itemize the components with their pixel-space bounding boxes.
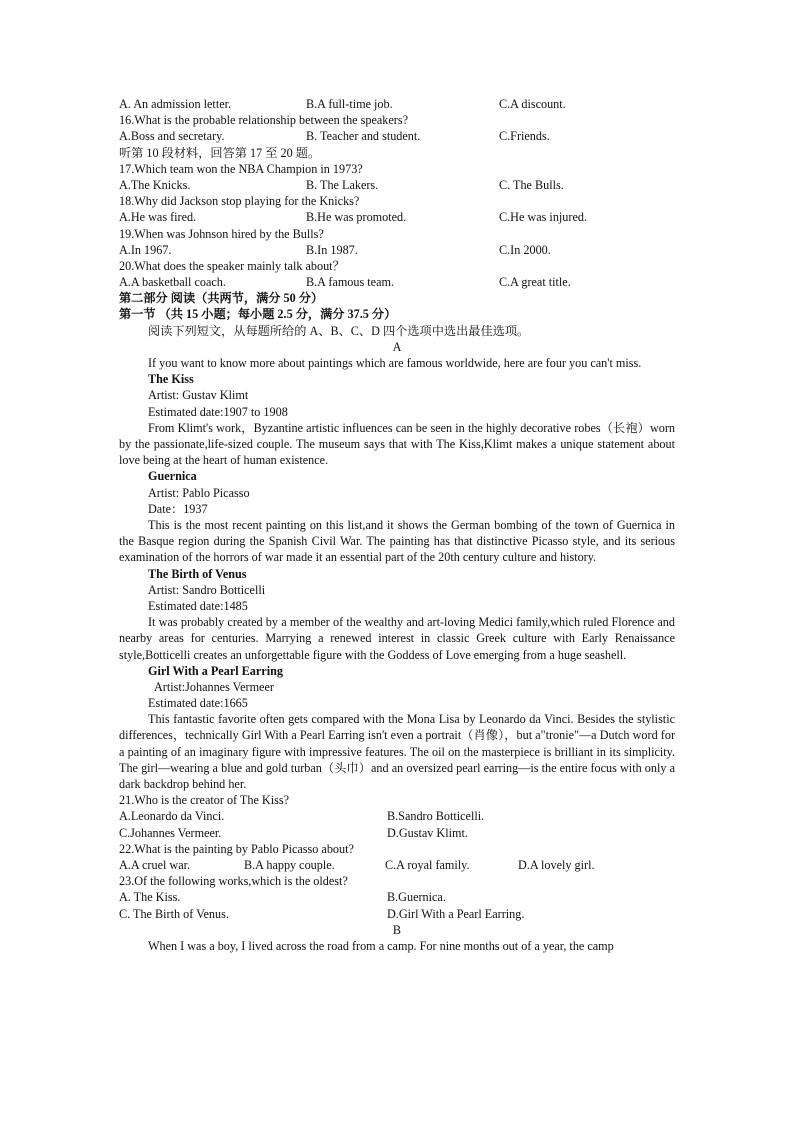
pearl-body: This fantastic favorite often gets compared with the Mona Lisa by Leonardo da Vinci. Besides the stylistic differences，technically Girl With a Pearl Earring isn't even a portrait（肖像），but a"tronie"—a Dutch word for a painting of an imaginary figure with impressive features. The oil on the masterpiece is brilliant in its simplicity. The girl—wearing a blue and gold turban（头巾）and an oversized pearl earring—is the entire focus with only a dark backdrop behind her.: [119, 712, 675, 792]
q20-question: 20.What does the speaker mainly talk about？: [119, 258, 345, 273]
q15-option-b: B.A full-time job.: [306, 97, 393, 111]
q15-option-c: C.A discount.: [499, 97, 566, 111]
q21-question: 21.Who is the creator of The Kiss?: [119, 793, 290, 808]
q21-option-a: A.Leonardo da Vinci.: [119, 809, 225, 824]
q20-options: [119, 274, 675, 290]
guernica-body: This is the most recent painting on this list,and it shows the German bombing of the town of Guernica in the Basque region during the Spanish Civil War. The painting has that distinctive Picasso style, and its serious examination of the horrors of war made it an essential part of the 20th century culture and history.: [119, 517, 675, 565]
q17-question: 17.Which team won the NBA Champion in 1973?: [119, 161, 363, 176]
q22-question: 22.What is the painting by Pablo Picasso about?: [119, 841, 354, 856]
q18-option-c: C.He was injured.: [499, 210, 588, 225]
q23-question: 23.Of the following works,which is the oldest?: [119, 874, 348, 889]
q21-option-b: B.Sandro Botticelli.: [387, 809, 485, 824]
q15-option-a: A. An admission letter.: [119, 97, 232, 111]
pearl-artist: Artist:Johannes Vermeer: [154, 679, 274, 694]
guernica-artist: Artist: Pablo Picasso: [148, 485, 250, 500]
q20-option-b: B.A famous team.: [306, 275, 395, 290]
q20-option-a: A.A basketball coach.: [119, 275, 226, 290]
guernica-date: Date：1937: [148, 501, 208, 516]
q17-options: [119, 177, 675, 193]
q22-option-d: D.A lovely girl.: [518, 858, 595, 873]
venus-title: The Birth of Venus: [148, 566, 247, 581]
pearl-title: Girl With a Pearl Earring: [148, 663, 283, 678]
kiss-date: Estimated date:1907 to 1908: [148, 404, 288, 419]
q18-options: [119, 209, 675, 225]
reading-instruction: 阅读下列短文，从每题所给的 A、B、C、D 四个选项中选出最佳选项。: [148, 323, 530, 338]
page-content: [119, 96, 675, 954]
q16-option-c: C.Friends.: [499, 129, 550, 144]
q16-options: [119, 128, 675, 144]
q23-option-a: A. The Kiss.: [119, 890, 181, 905]
q22-option-c: C.A royal family.: [385, 858, 470, 873]
q17-option-b: B. The Lakers.: [306, 177, 379, 192]
q19-question: 19.When was Johnson hired by the Bulls?: [119, 226, 324, 241]
venus-body: It was probably created by a member of the wealthy and art-loving Medici family,which ruled Florence and nearby areas for centuries. Marrying a renewed interest in classic Greek culture with Early Renaissance style,Botticelli creates an unforgettable figure with the Goddess of Love emerging from a huge seashell.: [119, 615, 675, 662]
kiss-title: The Kiss: [148, 372, 194, 387]
q22-option-a: A.A cruel war.: [119, 858, 191, 873]
q15-options: [119, 96, 675, 112]
passage-a-label: A: [392, 339, 402, 354]
q19-option-c: C.In 2000.: [499, 242, 551, 257]
q18-question: 18.Why did Jackson stop playing for the Knicks?: [119, 194, 360, 209]
passage-b-start: When I was a boy, I lived across the road from a camp. For nine months out of a year, the camp: [148, 938, 614, 953]
q19-options: [119, 242, 675, 258]
kiss-body: From Klimt's work，Byzantine artistic influences can be seen in the highly decorative robes（长袍）worn by the passionate,life-sized couple. The museum says that with The Kiss,Klimt makes a unique statement about love being at the heart of human existence.: [119, 420, 675, 468]
q23-options-row2: [119, 906, 675, 922]
q21-option-c: C.Johannes Vermeer.: [119, 825, 222, 840]
q21-options-row1: [119, 808, 675, 824]
q22-options: [119, 857, 675, 873]
listening-instruction-10: 听第 10 段材料，回答第 17 至 20 题。: [119, 145, 321, 160]
passage-b-label: B: [392, 922, 402, 937]
q22-option-b: B.A happy couple.: [244, 858, 335, 873]
passage-a-intro: If you want to know more about paintings which are famous worldwide, here are four you can't miss.: [148, 356, 642, 370]
guernica-title: Guernica: [148, 469, 197, 484]
q16-question: 16.What is the probable relationship between the speakers?: [119, 113, 409, 128]
q23-option-c: C. The Birth of Venus.: [119, 906, 229, 921]
q21-options-row2: [119, 825, 675, 841]
reading-section-title: 第一节 （共 15 小题；每小题 2.5 分，满分 37.5 分）: [119, 307, 397, 322]
q17-option-a: A.The Knicks.: [119, 177, 191, 192]
q16-option-a: A.Boss and secretary.: [119, 129, 225, 144]
q19-option-b: B.In 1987.: [306, 242, 358, 257]
q23-option-d: D.Girl With a Pearl Earring.: [387, 906, 525, 921]
q18-option-a: A.He was fired.: [119, 210, 197, 225]
venus-artist: Artist: Sandro Botticelli: [148, 582, 266, 597]
q17-option-c: C. The Bulls.: [499, 177, 564, 192]
q20-option-c: C.A great title.: [499, 275, 571, 290]
q23-options-row1: [119, 889, 675, 905]
q23-option-b: B.Guernica.: [387, 890, 446, 905]
q16-option-b: B. Teacher and student.: [306, 129, 421, 144]
venus-date: Estimated date:1485: [148, 598, 248, 613]
kiss-artist: Artist: Gustav Klimt: [148, 388, 249, 403]
q21-option-d: D.Gustav Klimt.: [387, 825, 468, 840]
q19-option-a: A.In 1967.: [119, 242, 172, 257]
q18-option-b: B.He was promoted.: [306, 210, 407, 225]
reading-part-title: 第二部分 阅读（共两节，满分 50 分）: [119, 291, 324, 306]
pearl-date: Estimated date:1665: [148, 696, 248, 711]
